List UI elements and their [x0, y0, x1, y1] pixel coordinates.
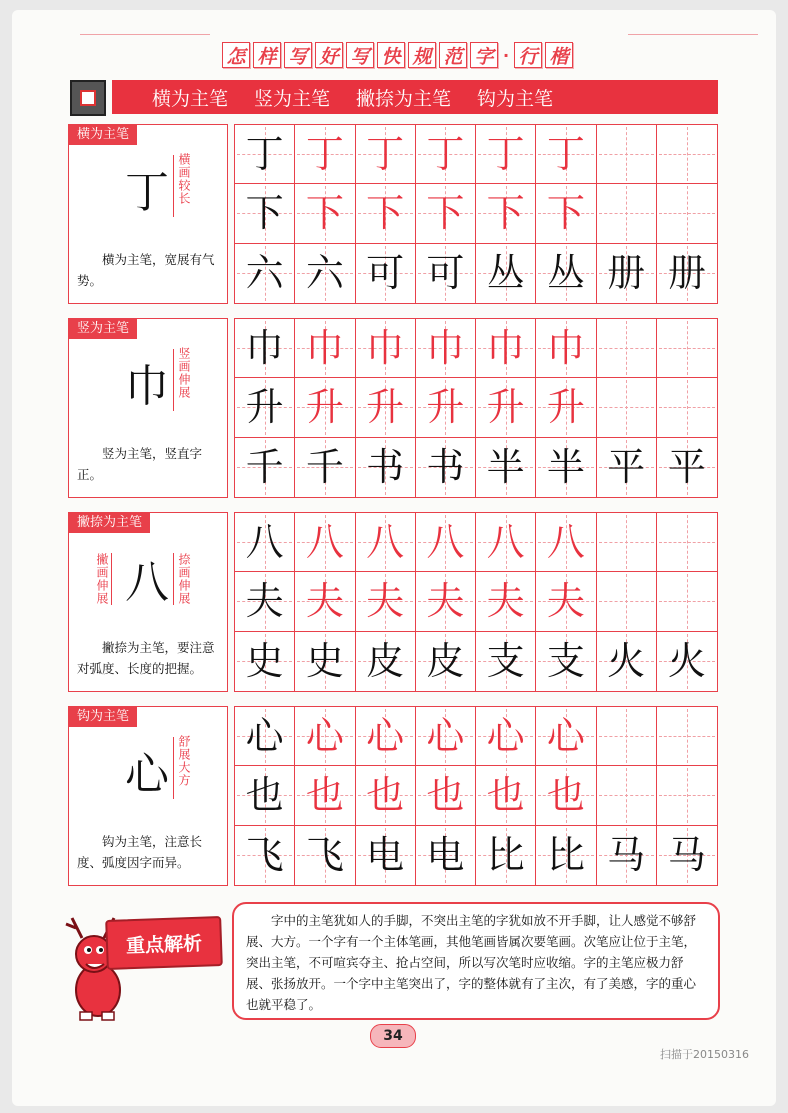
practice-character: 史 [305, 639, 344, 684]
practice-character: 电 [366, 833, 405, 878]
practice-character: 平 [667, 445, 706, 490]
stroke-note: 横画较长 [177, 153, 191, 205]
practice-cell [597, 707, 657, 766]
practice-cell [657, 766, 717, 825]
practice-cell [476, 766, 536, 825]
practice-cell [356, 572, 416, 631]
practice-grid [234, 124, 718, 304]
practice-character: 心 [366, 714, 405, 759]
section-explanation-panel [68, 318, 228, 498]
practice-character: 心 [305, 714, 344, 759]
section-description: 竖为主笔，竖直字正。 [77, 446, 203, 482]
book-title-banner [222, 42, 618, 68]
practice-cell [356, 826, 416, 885]
practice-cell [536, 184, 596, 243]
section-explanation-panel [68, 512, 228, 692]
practice-character: 可 [426, 251, 465, 296]
practice-character: 半 [546, 445, 585, 490]
practice-cell [235, 826, 295, 885]
practice-character: 升 [366, 385, 405, 430]
header-topic: 撇捺为主笔 [356, 87, 452, 110]
practice-character: 也 [486, 773, 525, 818]
practice-cell [597, 438, 657, 497]
practice-character: 千 [305, 445, 344, 490]
banner-char: 样 [253, 42, 281, 68]
practice-character: 丛 [486, 251, 525, 296]
practice-cell [356, 319, 416, 378]
practice-cell [416, 826, 476, 885]
banner-char: 范 [439, 42, 467, 68]
practice-cell [295, 244, 355, 303]
practice-character: 巾 [426, 326, 465, 371]
practice-cell [597, 125, 657, 184]
practice-cell [657, 244, 717, 303]
practice-cell [597, 632, 657, 691]
practice-cell [476, 244, 536, 303]
practice-character: 夫 [426, 579, 465, 624]
scan-watermark: 扫描于20150316 [660, 1048, 749, 1061]
practice-cell [536, 125, 596, 184]
practice-character: 巾 [486, 326, 525, 371]
practice-cell [416, 766, 476, 825]
practice-character: 千 [245, 445, 284, 490]
practice-character: 下 [245, 191, 284, 236]
practice-cell [476, 319, 536, 378]
practice-character: 八 [245, 520, 284, 565]
practice-cell [235, 319, 295, 378]
banner-char: 好 [315, 42, 343, 68]
section-tag: 撇捺为主笔 [69, 513, 150, 533]
practice-character: 八 [546, 520, 585, 565]
practice-character: 火 [607, 639, 646, 684]
practice-grid [234, 318, 718, 498]
practice-character: 升 [486, 385, 525, 430]
practice-character: 支 [486, 639, 525, 684]
practice-character: 也 [305, 773, 344, 818]
practice-character: 下 [426, 191, 465, 236]
practice-cell [657, 438, 717, 497]
practice-character: 下 [366, 191, 405, 236]
banner-char: 写 [346, 42, 374, 68]
practice-cell [536, 378, 596, 437]
practice-character: 平 [607, 445, 646, 490]
practice-character: 夫 [305, 579, 344, 624]
practice-character: 夫 [245, 579, 284, 624]
banner-char: 写 [284, 42, 312, 68]
banner-char: 字 [470, 42, 498, 68]
practice-cell [295, 766, 355, 825]
practice-character: 马 [607, 833, 646, 878]
practice-character: 夫 [366, 579, 405, 624]
practice-character: 也 [426, 773, 465, 818]
practice-cell [476, 826, 536, 885]
practice-character: 书 [366, 445, 405, 490]
practice-cell [416, 572, 476, 631]
practice-cell [476, 707, 536, 766]
practice-cell [597, 319, 657, 378]
practice-cell [536, 513, 596, 572]
practice-cell [536, 438, 596, 497]
practice-character: 丁 [305, 132, 344, 177]
stroke-note: 竖画伸展 [177, 347, 191, 399]
practice-cell [356, 184, 416, 243]
practice-cell [235, 513, 295, 572]
section-tag: 竖为主笔 [69, 319, 137, 339]
practice-cell [416, 707, 476, 766]
page-number: 34 [370, 1024, 416, 1048]
practice-cell [235, 438, 295, 497]
practice-cell [356, 438, 416, 497]
practice-cell [416, 378, 476, 437]
practice-character: 丁 [366, 132, 405, 177]
practice-character: 夫 [486, 579, 525, 624]
practice-cell [295, 826, 355, 885]
practice-cell [235, 707, 295, 766]
section-description: 撇捺为主笔，要注意对弧度、长度的把握。 [77, 640, 215, 676]
practice-character: 八 [426, 520, 465, 565]
practice-cell [597, 513, 657, 572]
header-topic: 竖为主笔 [254, 87, 331, 110]
practice-cell [295, 319, 355, 378]
practice-character: 丁 [426, 132, 465, 177]
note-line [173, 349, 174, 411]
practice-character: 半 [486, 445, 525, 490]
practice-character: 升 [305, 385, 344, 430]
practice-cell [597, 766, 657, 825]
practice-cell [536, 707, 596, 766]
practice-cell [295, 125, 355, 184]
practice-character: 心 [486, 714, 525, 759]
practice-character: 也 [546, 773, 585, 818]
practice-cell [657, 572, 717, 631]
practice-cell [597, 184, 657, 243]
practice-cell [295, 378, 355, 437]
practice-character: 也 [245, 773, 284, 818]
practice-cell [597, 378, 657, 437]
stroke-note: 撇画伸展 [95, 553, 109, 605]
practice-cell [657, 826, 717, 885]
section-tag: 横为主笔 [69, 125, 137, 145]
practice-character: 八 [486, 520, 525, 565]
practice-character: 皮 [426, 639, 465, 684]
practice-cell [476, 378, 536, 437]
practice-character: 六 [245, 251, 284, 296]
practice-cell [657, 319, 717, 378]
practice-cell [536, 572, 596, 631]
practice-cell [356, 378, 416, 437]
practice-cell [657, 513, 717, 572]
practice-character: 书 [426, 445, 465, 490]
example-character: 巾 [125, 361, 169, 412]
banner-char: 行 [514, 42, 542, 68]
section-marker-icon [70, 80, 106, 116]
stroke-note: 捺画伸展 [177, 553, 191, 605]
practice-character: 夫 [546, 579, 585, 624]
section-tag: 钩为主笔 [69, 707, 137, 727]
practice-cell [476, 438, 536, 497]
practice-cell [295, 707, 355, 766]
note-line [173, 553, 174, 605]
banner-decoration-right [628, 34, 758, 53]
practice-cell [416, 125, 476, 184]
practice-cell [356, 244, 416, 303]
practice-character: 也 [366, 773, 405, 818]
practice-cell [416, 319, 476, 378]
practice-cell [235, 572, 295, 631]
practice-cell [235, 125, 295, 184]
practice-character: 下 [546, 191, 585, 236]
practice-character: 心 [546, 714, 585, 759]
practice-cell [356, 707, 416, 766]
practice-cell [356, 513, 416, 572]
stroke-note: 舒展大方 [177, 735, 191, 787]
practice-cell [295, 632, 355, 691]
practice-character: 升 [546, 385, 585, 430]
practice-character: 火 [667, 639, 706, 684]
practice-cell [536, 244, 596, 303]
practice-character: 册 [667, 251, 706, 296]
practice-character: 下 [305, 191, 344, 236]
practice-cell [657, 632, 717, 691]
analysis-sign: 重点解析 [105, 916, 223, 970]
note-line [173, 737, 174, 799]
section-explanation-panel [68, 706, 228, 886]
practice-cell [536, 766, 596, 825]
practice-character: 飞 [305, 833, 344, 878]
practice-cell [235, 632, 295, 691]
practice-cell [416, 438, 476, 497]
practice-cell [356, 125, 416, 184]
practice-cell [416, 184, 476, 243]
practice-character: 心 [245, 714, 284, 759]
practice-character: 升 [426, 385, 465, 430]
section-description: 钩为主笔，注意长度、弧度因字而异。 [77, 834, 203, 870]
header-topic: 钩为主笔 [477, 87, 554, 110]
practice-character: 八 [366, 520, 405, 565]
practice-character: 巾 [305, 326, 344, 371]
practice-character: 八 [305, 520, 344, 565]
practice-cell [657, 707, 717, 766]
practice-cell [476, 513, 536, 572]
practice-cell [597, 572, 657, 631]
practice-cell [657, 378, 717, 437]
practice-grid [234, 706, 718, 886]
practice-cell [597, 826, 657, 885]
practice-character: 比 [546, 833, 585, 878]
practice-cell [235, 766, 295, 825]
banner-char: 怎 [222, 42, 250, 68]
note-line [173, 155, 174, 217]
practice-character: 马 [667, 833, 706, 878]
practice-cell [476, 125, 536, 184]
note-line [111, 553, 112, 605]
practice-cell [597, 244, 657, 303]
practice-cell [657, 184, 717, 243]
practice-character: 丁 [546, 132, 585, 177]
practice-character: 史 [245, 639, 284, 684]
practice-cell [416, 632, 476, 691]
banner-char: 快 [377, 42, 405, 68]
practice-character: 丁 [245, 132, 284, 177]
practice-cell [295, 184, 355, 243]
practice-character: 下 [486, 191, 525, 236]
practice-cell [356, 632, 416, 691]
example-character: 八 [125, 557, 169, 608]
practice-character: 比 [486, 833, 525, 878]
practice-character: 升 [245, 385, 284, 430]
practice-character: 六 [305, 251, 344, 296]
practice-cell [295, 572, 355, 631]
banner-char: 规 [408, 42, 436, 68]
header-topic: 横为主笔 [152, 87, 229, 110]
practice-character: 可 [366, 251, 405, 296]
section-explanation-panel [68, 124, 228, 304]
banner-decoration-left [80, 34, 210, 53]
practice-character: 册 [607, 251, 646, 296]
practice-cell [536, 319, 596, 378]
banner-char: 楷 [545, 42, 573, 68]
practice-character: 巾 [366, 326, 405, 371]
practice-cell [536, 632, 596, 691]
practice-cell [356, 766, 416, 825]
analysis-text: 字中的主笔犹如人的手脚，不突出主笔的字犹如放不开手脚，让人感觉不够舒展、大方。一个字有一个主体笔画，其他笔画皆属次要笔画。次笔应让位于主笔，突出主笔，不可喧宾夺主、抢占空间，所以写次笔时应收缩。字的主笔应极力舒展、张扬放开。一个字中主笔突出了，字的整体就有了主次，有了美感，字的重心也就平稳了。 [232, 902, 720, 1020]
practice-cell [416, 513, 476, 572]
practice-character: 支 [546, 639, 585, 684]
practice-cell [657, 125, 717, 184]
topic-header-bar [112, 80, 718, 114]
practice-character: 心 [426, 714, 465, 759]
practice-cell [235, 184, 295, 243]
practice-character: 飞 [245, 833, 284, 878]
practice-cell [295, 438, 355, 497]
practice-cell [235, 378, 295, 437]
practice-character: 丛 [546, 251, 585, 296]
practice-cell [536, 826, 596, 885]
example-character: 丁 [125, 167, 169, 218]
practice-cell [476, 184, 536, 243]
practice-character: 丁 [486, 132, 525, 177]
section-description: 横为主笔，宽展有气势。 [77, 252, 215, 288]
example-character: 心 [125, 749, 169, 800]
practice-grid [234, 512, 718, 692]
practice-cell [235, 244, 295, 303]
practice-cell [476, 632, 536, 691]
practice-cell [416, 244, 476, 303]
banner-dot: · [502, 45, 510, 65]
practice-cell [295, 513, 355, 572]
practice-character: 巾 [245, 326, 284, 371]
practice-character: 电 [426, 833, 465, 878]
practice-character: 巾 [546, 326, 585, 371]
practice-character: 皮 [366, 639, 405, 684]
practice-cell [476, 572, 536, 631]
